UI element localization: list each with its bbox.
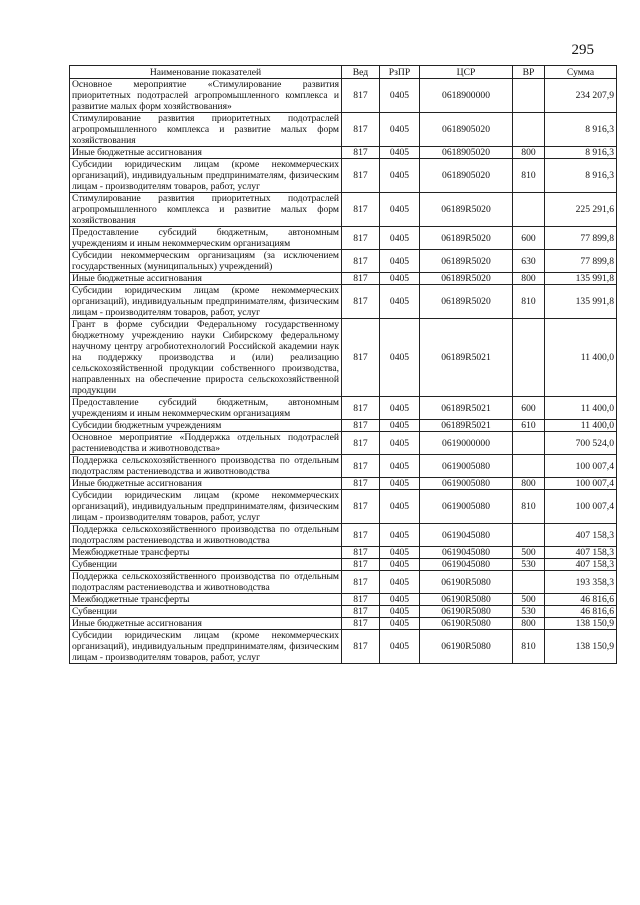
header-name: Наименование показателей xyxy=(70,66,342,79)
table-row xyxy=(70,606,617,618)
cell-rzpr: 0405 xyxy=(380,250,420,273)
table-row xyxy=(70,455,617,478)
cell-vr: 610 xyxy=(513,420,545,432)
cell-rzpr: 0405 xyxy=(380,227,420,250)
table-body xyxy=(70,79,617,664)
cell-csr: 06189R5021 xyxy=(420,319,513,397)
cell-csr: 06189R5020 xyxy=(420,250,513,273)
cell-sum: 77 899,8 xyxy=(545,250,617,273)
cell-vr: 530 xyxy=(513,559,545,571)
cell-rzpr: 0405 xyxy=(380,606,420,618)
cell-sum: 77 899,8 xyxy=(545,227,617,250)
cell-sum: 407 158,3 xyxy=(545,559,617,571)
table-row xyxy=(70,547,617,559)
table-row xyxy=(70,420,617,432)
cell-vr: 600 xyxy=(513,227,545,250)
cell-sum: 100 007,4 xyxy=(545,455,617,478)
cell-ved: 817 xyxy=(342,273,380,285)
cell-rzpr: 0405 xyxy=(380,273,420,285)
cell-csr: 0619005080 xyxy=(420,455,513,478)
cell-sum: 8 916,3 xyxy=(545,159,617,193)
cell-csr: 0619045080 xyxy=(420,559,513,571)
cell-name: Основное мероприятие «Стимулирование развития приоритетных подотраслей агропромышленного комплекса и развитие малых форм хозяйствования» xyxy=(70,79,342,113)
cell-sum: 11 400,0 xyxy=(545,319,617,397)
page-number: 295 xyxy=(571,42,594,58)
cell-vr: 600 xyxy=(513,397,545,420)
table-row xyxy=(70,113,617,147)
cell-rzpr: 0405 xyxy=(380,630,420,664)
cell-csr: 0618905020 xyxy=(420,159,513,193)
table-row xyxy=(70,559,617,571)
cell-name: Субсидии юридическим лицам (кроме некоммерческих организаций), индивидуальным предпринимателям, физическим лицам - производителям товаров, работ, услуг xyxy=(70,490,342,524)
cell-vr: 500 xyxy=(513,547,545,559)
table-row xyxy=(70,630,617,664)
table-row xyxy=(70,571,617,594)
cell-vr xyxy=(513,571,545,594)
cell-rzpr: 0405 xyxy=(380,618,420,630)
cell-rzpr: 0405 xyxy=(380,490,420,524)
table-row xyxy=(70,147,617,159)
table-row xyxy=(70,524,617,547)
table-row xyxy=(70,432,617,455)
cell-ved: 817 xyxy=(342,159,380,193)
cell-csr: 06189R5020 xyxy=(420,285,513,319)
table-row xyxy=(70,250,617,273)
cell-name: Предоставление субсидий бюджетным, автономным учреждениям и иным некоммерческим организациям xyxy=(70,227,342,250)
cell-ved: 817 xyxy=(342,319,380,397)
cell-ved: 817 xyxy=(342,193,380,227)
cell-name: Субвенции xyxy=(70,559,342,571)
cell-rzpr: 0405 xyxy=(380,455,420,478)
cell-ved: 817 xyxy=(342,594,380,606)
cell-ved: 817 xyxy=(342,79,380,113)
cell-name: Иные бюджетные ассигнования xyxy=(70,478,342,490)
cell-vr xyxy=(513,113,545,147)
table-header-row xyxy=(70,66,617,79)
cell-rzpr: 0405 xyxy=(380,524,420,547)
cell-name: Предоставление субсидий бюджетным, автономным учреждениям и иным некоммерческим организациям xyxy=(70,397,342,420)
cell-vr xyxy=(513,432,545,455)
cell-rzpr: 0405 xyxy=(380,594,420,606)
budget-table xyxy=(69,65,617,664)
table-row xyxy=(70,285,617,319)
cell-sum: 8 916,3 xyxy=(545,113,617,147)
cell-csr: 0619000000 xyxy=(420,432,513,455)
cell-rzpr: 0405 xyxy=(380,571,420,594)
cell-vr xyxy=(513,455,545,478)
cell-vr xyxy=(513,319,545,397)
cell-sum: 225 291,6 xyxy=(545,193,617,227)
cell-name: Межбюджетные трансферты xyxy=(70,594,342,606)
cell-vr: 800 xyxy=(513,273,545,285)
cell-rzpr: 0405 xyxy=(380,432,420,455)
cell-vr: 810 xyxy=(513,630,545,664)
cell-rzpr: 0405 xyxy=(380,397,420,420)
cell-csr: 06190R5080 xyxy=(420,606,513,618)
cell-name: Иные бюджетные ассигнования xyxy=(70,147,342,159)
cell-csr: 06189R5020 xyxy=(420,273,513,285)
table-row xyxy=(70,478,617,490)
cell-sum: 700 524,0 xyxy=(545,432,617,455)
cell-name: Субсидии бюджетным учреждениям xyxy=(70,420,342,432)
cell-csr: 06189R5020 xyxy=(420,193,513,227)
cell-sum: 407 158,3 xyxy=(545,524,617,547)
cell-rzpr: 0405 xyxy=(380,285,420,319)
cell-name: Грант в форме субсидии Федеральному государственному бюджетному учреждению науки Сибирскому федеральному научному центру агробиотехнологий Российской академии наук на поддержку производства и (или) реализацию сельскохозяйственной продукции собственного производства, направленных на обеспечение прироста сельскохозяйственной продукции xyxy=(70,319,342,397)
cell-ved: 817 xyxy=(342,432,380,455)
cell-name: Основное мероприятие «Поддержка отдельных подотраслей растениеводства и животноводства» xyxy=(70,432,342,455)
table-row xyxy=(70,594,617,606)
cell-name: Межбюджетные трансферты xyxy=(70,547,342,559)
cell-csr: 0619045080 xyxy=(420,547,513,559)
header-sum: Сумма xyxy=(545,66,617,79)
table-row xyxy=(70,490,617,524)
cell-sum: 11 400,0 xyxy=(545,397,617,420)
table-row xyxy=(70,227,617,250)
cell-name: Субсидии юридическим лицам (кроме некоммерческих организаций), индивидуальным предпринимателям, физическим лицам - производителям товаров, работ, услуг xyxy=(70,159,342,193)
table-row xyxy=(70,193,617,227)
cell-sum: 46 816,6 xyxy=(545,594,617,606)
cell-sum: 8 916,3 xyxy=(545,147,617,159)
cell-sum: 193 358,3 xyxy=(545,571,617,594)
cell-vr: 810 xyxy=(513,285,545,319)
table-row xyxy=(70,397,617,420)
table-row xyxy=(70,319,617,397)
cell-name: Поддержка сельскохозяйственного производства по отдельным подотраслям растениеводства и животноводства xyxy=(70,524,342,547)
cell-name: Поддержка сельскохозяйственного производства по отдельным подотраслям растениеводства и животноводства xyxy=(70,455,342,478)
table-row xyxy=(70,273,617,285)
cell-vr: 800 xyxy=(513,147,545,159)
cell-vr: 630 xyxy=(513,250,545,273)
cell-name: Субвенции xyxy=(70,606,342,618)
cell-ved: 817 xyxy=(342,397,380,420)
cell-csr: 06190R5080 xyxy=(420,618,513,630)
cell-name: Стимулирование развития приоритетных подотраслей агропромышленного комплекса и развитие малых форм хозяйствования xyxy=(70,113,342,147)
cell-name: Иные бюджетные ассигнования xyxy=(70,273,342,285)
cell-sum: 234 207,9 xyxy=(545,79,617,113)
cell-ved: 817 xyxy=(342,547,380,559)
cell-csr: 06189R5020 xyxy=(420,227,513,250)
cell-ved: 817 xyxy=(342,147,380,159)
cell-sum: 407 158,3 xyxy=(545,547,617,559)
cell-csr: 0618900000 xyxy=(420,79,513,113)
cell-vr: 810 xyxy=(513,159,545,193)
cell-name: Поддержка сельскохозяйственного производства по отдельным подотраслям растениеводства и животноводства xyxy=(70,571,342,594)
cell-name: Стимулирование развития приоритетных подотраслей агропромышленного комплекса и развитие малых форм хозяйствования xyxy=(70,193,342,227)
cell-ved: 817 xyxy=(342,113,380,147)
cell-rzpr: 0405 xyxy=(380,147,420,159)
cell-ved: 817 xyxy=(342,606,380,618)
cell-ved: 817 xyxy=(342,250,380,273)
cell-rzpr: 0405 xyxy=(380,113,420,147)
cell-sum: 46 816,6 xyxy=(545,606,617,618)
cell-csr: 06189R5021 xyxy=(420,420,513,432)
cell-vr: 500 xyxy=(513,594,545,606)
cell-csr: 0618905020 xyxy=(420,147,513,159)
cell-ved: 817 xyxy=(342,227,380,250)
cell-sum: 100 007,4 xyxy=(545,478,617,490)
cell-ved: 817 xyxy=(342,478,380,490)
cell-ved: 817 xyxy=(342,571,380,594)
cell-csr: 06189R5021 xyxy=(420,397,513,420)
cell-vr: 800 xyxy=(513,478,545,490)
cell-ved: 817 xyxy=(342,455,380,478)
cell-csr: 0619005080 xyxy=(420,478,513,490)
cell-csr: 0619005080 xyxy=(420,490,513,524)
header-vr: ВР xyxy=(513,66,545,79)
cell-rzpr: 0405 xyxy=(380,159,420,193)
cell-sum: 138 150,9 xyxy=(545,618,617,630)
header-ved: Вед xyxy=(342,66,380,79)
cell-rzpr: 0405 xyxy=(380,79,420,113)
table-row xyxy=(70,159,617,193)
cell-csr: 06190R5080 xyxy=(420,630,513,664)
cell-sum: 11 400,0 xyxy=(545,420,617,432)
cell-vr xyxy=(513,524,545,547)
cell-ved: 817 xyxy=(342,285,380,319)
cell-name: Субсидии юридическим лицам (кроме некоммерческих организаций), индивидуальным предпринимателям, физическим лицам - производителям товаров, работ, услуг xyxy=(70,285,342,319)
cell-ved: 817 xyxy=(342,490,380,524)
cell-ved: 817 xyxy=(342,559,380,571)
cell-vr xyxy=(513,79,545,113)
cell-rzpr: 0405 xyxy=(380,559,420,571)
cell-vr: 800 xyxy=(513,618,545,630)
cell-vr xyxy=(513,193,545,227)
cell-name: Иные бюджетные ассигнования xyxy=(70,618,342,630)
cell-rzpr: 0405 xyxy=(380,478,420,490)
cell-sum: 100 007,4 xyxy=(545,490,617,524)
cell-ved: 817 xyxy=(342,420,380,432)
cell-sum: 135 991,8 xyxy=(545,273,617,285)
cell-name: Субсидии юридическим лицам (кроме некоммерческих организаций), индивидуальным предпринимателям, физическим лицам - производителям товаров, работ, услуг xyxy=(70,630,342,664)
cell-csr: 0619045080 xyxy=(420,524,513,547)
cell-csr: 06190R5080 xyxy=(420,594,513,606)
cell-rzpr: 0405 xyxy=(380,420,420,432)
cell-csr: 0618905020 xyxy=(420,113,513,147)
header-rzpr: РзПР xyxy=(380,66,420,79)
cell-ved: 817 xyxy=(342,630,380,664)
cell-name: Субсидии некоммерческим организациям (за исключением государственных (муниципальных) учреждений) xyxy=(70,250,342,273)
cell-sum: 135 991,8 xyxy=(545,285,617,319)
cell-sum: 138 150,9 xyxy=(545,630,617,664)
cell-ved: 817 xyxy=(342,524,380,547)
cell-rzpr: 0405 xyxy=(380,319,420,397)
cell-rzpr: 0405 xyxy=(380,193,420,227)
cell-ved: 817 xyxy=(342,618,380,630)
cell-vr: 810 xyxy=(513,490,545,524)
table-row xyxy=(70,618,617,630)
cell-vr: 530 xyxy=(513,606,545,618)
cell-rzpr: 0405 xyxy=(380,547,420,559)
header-csr: ЦСР xyxy=(420,66,513,79)
table-row xyxy=(70,79,617,113)
cell-csr: 06190R5080 xyxy=(420,571,513,594)
